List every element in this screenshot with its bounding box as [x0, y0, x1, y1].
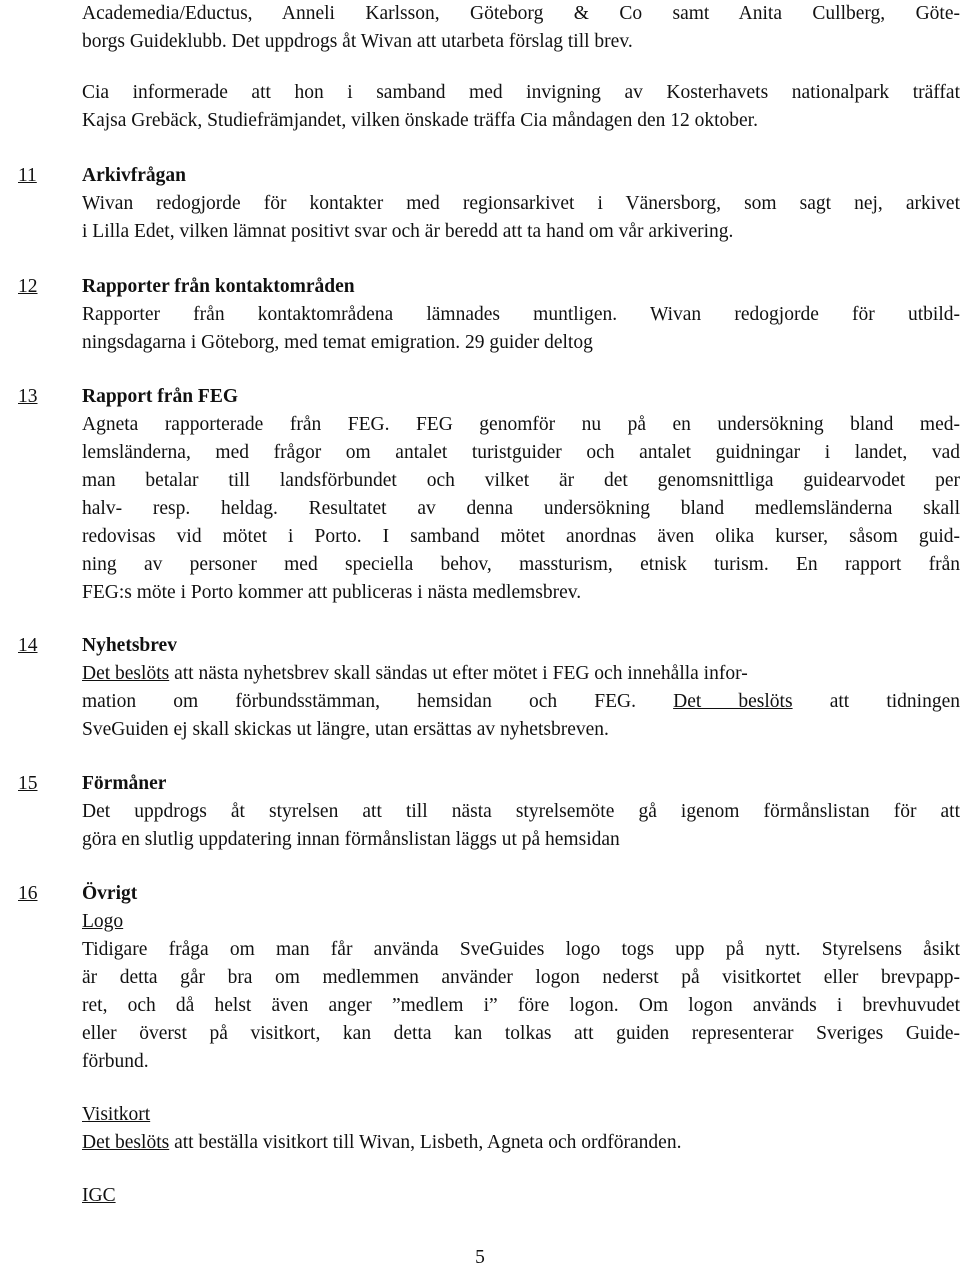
logo-line-5: förbund. — [82, 1051, 149, 1072]
intro-p1-line-1: Academedia/Eductus, Anneli Karlsson, Göteborg & Co samt Anita Cullberg, Göte- — [82, 3, 960, 24]
section-14-line-2-text: mation om förbundsstämman, hemsidan och FEG. — [82, 691, 636, 712]
intro-p2-line-1: Cia informerade att hon i samband med invigning av Kosterhavets nationalpark träffat — [82, 82, 960, 103]
section-16-title: Övrigt — [82, 883, 138, 904]
section-12-number: 12 — [18, 276, 38, 297]
igc-heading: IGC — [82, 1185, 116, 1206]
igc-subheading — [82, 1182, 960, 1210]
decision-marker: Det beslöts — [673, 691, 793, 712]
section-13-line-4: halv- resp. heldag. Resultatet av denna undersökning bland medlemsländerna skall — [82, 498, 960, 519]
section-15-line-2: göra en slutlig uppdatering innan förmånslistan läggs ut på hemsidan — [82, 829, 620, 850]
section-13-line-2: lemsländerna, med frågor om antalet turistguider och antalet guidningar i landet, vad — [82, 442, 960, 463]
decision-marker: Det beslöts — [82, 663, 170, 684]
section-12-line-2: ningsdagarna i Göteborg, med temat emigration. 29 guider deltog — [82, 332, 593, 353]
logo-line-3: ret, och då helst även anger ”medlem i” före logon. Om logon används i brevhuvudet — [82, 995, 960, 1016]
section-13-line-7: FEG:s möte i Porto kommer att publiceras i nästa medlemsbrev. — [82, 582, 582, 603]
section-14-number: 14 — [18, 635, 38, 656]
section-14-title: Nyhetsbrev — [82, 635, 177, 656]
section-15-line-1: Det uppdrogs åt styrelsen att till nästa styrelsemöte gå igenom förmånslistan för att — [82, 801, 960, 822]
page-number: 5 — [475, 1247, 485, 1268]
section-15-title: Förmåner — [82, 773, 167, 794]
logo-subheading — [82, 908, 960, 936]
section-16-number: 16 — [18, 883, 38, 904]
visitkort-heading: Visitkort — [82, 1104, 151, 1125]
logo-line-1: Tidigare fråga om man får använda SveGuides logo togs upp på nytt. Styrelsens åsikt — [82, 939, 960, 960]
visitkort-line — [82, 1129, 960, 1157]
intro-p2-line-2: Kajsa Grebäck, Studiefrämjandet, vilken önskade träffa Cia måndagen den 12 oktober. — [82, 110, 758, 131]
logo-line-2: är detta går bra om medlemmen använder logon nederst på visitkortet eller brevpapp- — [82, 967, 960, 988]
section-11-line-1: Wivan redogjorde för kontakter med regionsarkivet i Vänersborg, som sagt nej, arkivet — [82, 193, 960, 214]
section-14-line-1 — [82, 660, 960, 688]
section-13-line-5: redovisas vid mötet i Porto. I samband mötet anordnas även olika kurser, såsom guid- — [82, 526, 960, 547]
intro-p1-line-2: borgs Guideklubb. Det uppdrogs åt Wivan att utarbeta förslag till brev. — [82, 31, 633, 52]
section-14-line-1-text: att nästa nyhetsbrev skall sändas ut efter mötet i FEG och innehålla infor- — [169, 663, 748, 684]
section-13-line-1: Agneta rapporterade från FEG. FEG genomför nu på en undersökning bland med- — [82, 414, 960, 435]
section-11-number: 11 — [18, 165, 37, 186]
section-12-line-1: Rapporter från kontaktområdena lämnades muntligen. Wivan redogjorde för utbild- — [82, 304, 960, 325]
section-13-number: 13 — [18, 386, 38, 407]
section-13-title: Rapport från FEG — [82, 386, 238, 407]
section-15-number: 15 — [18, 773, 38, 794]
decision-marker: Det beslöts — [82, 1132, 170, 1153]
section-14-line-3: SveGuiden ej skall skickas ut längre, utan ersättas av nyhetsbreven. — [82, 719, 609, 740]
section-12-title: Rapporter från kontaktområden — [82, 276, 355, 297]
section-13-line-6: ning av personer med speciella behov, massturism, etnisk turism. En rapport från — [82, 554, 960, 575]
logo-line-4: eller överst på visitkort, kan detta kan tolkas att guiden representerar Sveriges Guide- — [82, 1023, 960, 1044]
visitkort-text: att beställa visitkort till Wivan, Lisbeth, Agneta och ordföranden. — [169, 1132, 682, 1153]
section-11-title: Arkivfrågan — [82, 165, 186, 186]
section-11-line-2: i Lilla Edet, vilken lämnat positivt svar och är beredd att ta hand om vår arkivering. — [82, 221, 734, 242]
section-14-line-2 — [82, 688, 960, 716]
section-13-line-3: man betalar till landsförbundet och vilket är det genomsnittliga guidearvodet per — [82, 470, 960, 491]
logo-heading: Logo — [82, 911, 124, 932]
visitkort-subheading — [82, 1101, 960, 1129]
section-14-line-2-end: att tidningen — [829, 691, 960, 712]
